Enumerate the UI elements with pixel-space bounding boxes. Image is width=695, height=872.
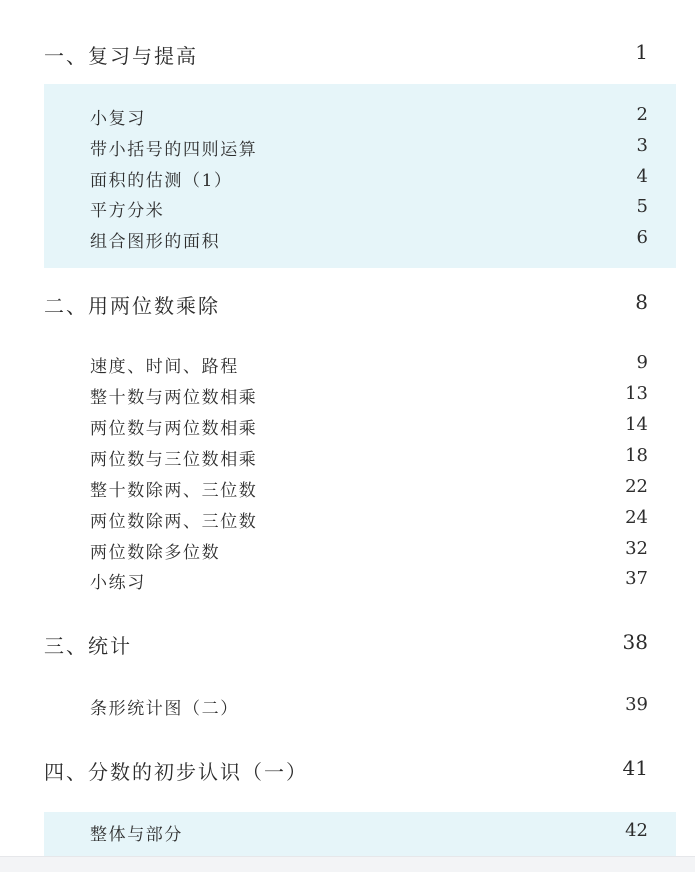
item-page-number: 6 bbox=[636, 227, 648, 248]
chapter-title: 二、用两位数乘除 bbox=[44, 294, 220, 318]
toc-item[interactable] bbox=[0, 507, 648, 533]
toc-item[interactable] bbox=[0, 476, 648, 502]
toc-chapter-2[interactable] bbox=[0, 290, 648, 316]
item-page-number: 24 bbox=[625, 507, 648, 528]
item-title: 带小括号的四则运算 bbox=[90, 140, 258, 160]
item-page-number: 32 bbox=[625, 538, 648, 559]
toc-chapter-4[interactable] bbox=[0, 756, 648, 782]
item-title: 面积的估测（1） bbox=[90, 171, 233, 191]
item-page-number: 42 bbox=[625, 820, 648, 841]
toc-chapter-3[interactable] bbox=[0, 630, 648, 656]
toc-item[interactable] bbox=[0, 568, 648, 594]
item-title: 两位数除两、三位数 bbox=[90, 512, 258, 532]
chapter-title: 四、分数的初步认识（一） bbox=[44, 760, 308, 784]
item-title: 平方分米 bbox=[90, 201, 165, 221]
toc-item[interactable] bbox=[0, 414, 648, 440]
item-page-number: 2 bbox=[636, 104, 648, 125]
toc-item[interactable] bbox=[0, 196, 648, 222]
item-page-number: 37 bbox=[625, 568, 648, 589]
item-page-number: 22 bbox=[625, 476, 648, 497]
toc-item[interactable] bbox=[0, 538, 648, 564]
item-title: 整体与部分 bbox=[90, 825, 183, 845]
item-page-number: 13 bbox=[625, 383, 648, 404]
item-title: 整十数除两、三位数 bbox=[90, 481, 258, 501]
toc-chapter-1[interactable] bbox=[0, 40, 648, 66]
toc-item[interactable] bbox=[0, 104, 648, 130]
item-page-number: 4 bbox=[636, 166, 648, 187]
item-page-number: 9 bbox=[636, 352, 648, 373]
item-page-number: 5 bbox=[636, 196, 648, 217]
chapter-title: 一、复习与提高 bbox=[44, 44, 198, 68]
page-bottom-edge bbox=[0, 856, 695, 872]
item-page-number: 3 bbox=[636, 135, 648, 156]
toc-item[interactable] bbox=[0, 135, 648, 161]
chapter-title: 三、统计 bbox=[44, 634, 132, 658]
item-page-number: 14 bbox=[625, 414, 648, 435]
chapter-page-number: 8 bbox=[635, 290, 648, 314]
item-page-number: 39 bbox=[625, 694, 648, 715]
item-page-number: 18 bbox=[625, 445, 648, 466]
toc-item[interactable] bbox=[0, 227, 648, 253]
item-title: 整十数与两位数相乘 bbox=[90, 388, 258, 408]
toc-item[interactable] bbox=[0, 445, 648, 471]
item-title: 两位数除多位数 bbox=[90, 543, 221, 563]
toc-item[interactable] bbox=[0, 820, 648, 846]
item-title: 条形统计图（二） bbox=[90, 699, 239, 719]
item-title: 速度、时间、路程 bbox=[90, 357, 239, 377]
toc-item[interactable] bbox=[0, 383, 648, 409]
item-title: 小复习 bbox=[90, 109, 146, 129]
chapter-page-number: 41 bbox=[622, 756, 648, 780]
item-title: 两位数与两位数相乘 bbox=[90, 419, 258, 439]
chapter-page-number: 1 bbox=[635, 40, 648, 64]
toc-item[interactable] bbox=[0, 166, 648, 192]
chapter-page-number: 38 bbox=[622, 630, 648, 654]
item-title: 小练习 bbox=[90, 573, 146, 593]
toc-item[interactable] bbox=[0, 694, 648, 720]
item-title: 两位数与三位数相乘 bbox=[90, 450, 258, 470]
item-title: 组合图形的面积 bbox=[90, 232, 221, 252]
toc-item[interactable] bbox=[0, 352, 648, 378]
